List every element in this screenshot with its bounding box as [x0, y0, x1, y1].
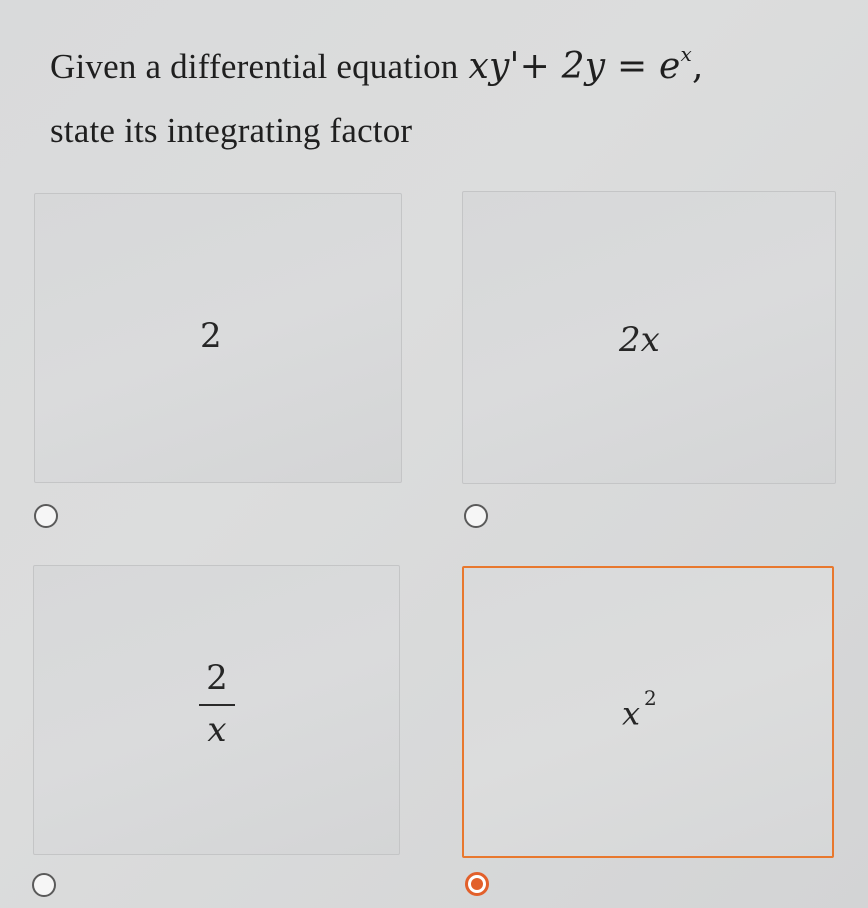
option-card-d[interactable]: [462, 566, 834, 858]
question-prompt: [50, 26, 840, 163]
question-text-1: Given a differential equation: [50, 47, 459, 86]
option-c-fraction: [199, 658, 235, 750]
option-a-radio[interactable]: [34, 504, 58, 528]
option-card-a[interactable]: [34, 193, 402, 483]
equation-lhs-var: xy: [468, 46, 510, 87]
question-line-2: state its integrating factor: [50, 111, 413, 150]
option-d-radio[interactable]: [465, 872, 489, 896]
question-line-1: [50, 26, 840, 99]
equation-equals: =: [616, 46, 648, 87]
option-c-denominator: x: [207, 710, 227, 750]
equation-prime: ': [509, 46, 520, 87]
option-c-fraction-bar: [199, 704, 235, 706]
option-d-base: x: [622, 694, 641, 733]
option-b-radio[interactable]: [464, 504, 488, 528]
equation-rhs-exponent: x: [680, 42, 692, 66]
option-d-power: [622, 686, 657, 733]
option-c-numerator: 2: [206, 658, 228, 698]
option-card-c[interactable]: [33, 565, 400, 855]
equation-plus-term: + 2y: [519, 46, 606, 87]
equation-trailing: ,: [691, 46, 704, 87]
option-d-radio-dot: [471, 878, 483, 890]
option-card-b[interactable]: [462, 191, 836, 484]
option-a-label: 2: [200, 316, 222, 356]
option-c-radio[interactable]: [32, 873, 56, 897]
equation: [468, 42, 704, 87]
option-d-exponent: 2: [644, 686, 657, 710]
equation-rhs-base: e: [658, 46, 681, 87]
option-b-label: 2x: [619, 320, 660, 360]
